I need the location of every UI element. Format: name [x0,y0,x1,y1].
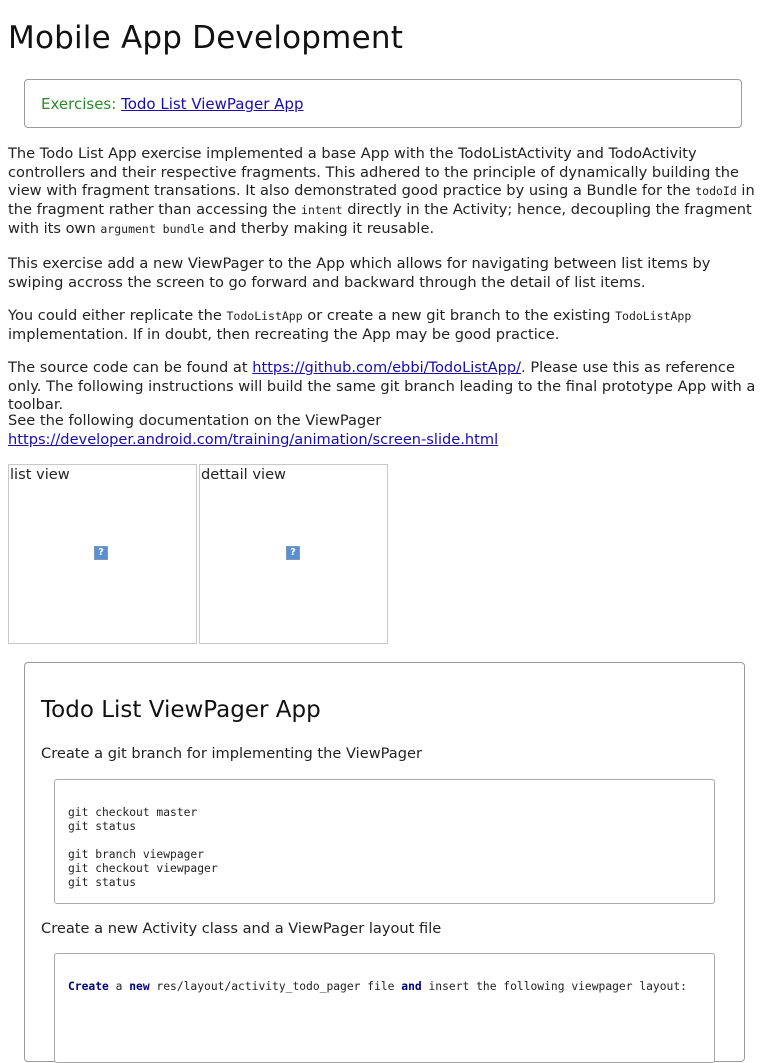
code-line: git status [68,876,137,889]
broken-image-icon: ? [286,546,300,560]
code-line: git status [68,820,137,833]
intro-p4-text: The source code can be found at [8,359,253,376]
inline-code-argument-bundle: argument bundle [100,221,205,236]
inline-code-todolistapp: TodoListApp [226,309,303,323]
list-view-image-cell [8,464,197,644]
github-source-link[interactable]: https://github.com/ebbi/TodoListApp/ [252,359,522,376]
code-keyword: new [129,980,150,993]
code-text: a [108,980,130,993]
intro-p5-text: See the following documentation on the ViewPager [8,412,382,429]
image-caption: list view [10,466,70,483]
intro-p3-text: You could either replicate the [8,307,227,324]
intro-p3-text: or create a new git branch to the existing [302,307,616,324]
broken-image-icon: ? [94,546,108,560]
intro-paragraph-1 [8,145,764,239]
code-block-git-branch [54,779,715,904]
section-paragraph-2: Create a new Activity class and a ViewPager layout file [41,920,442,937]
section-paragraph-1: Create a git branch for implementing the ViewPager [41,745,422,762]
inline-code-intent: intent [301,203,343,218]
inline-code-todolistapp: TodoListApp [615,309,692,323]
code-keyword: and [401,980,422,993]
code-line: git checkout master [68,806,198,819]
exercises-label: Exercises: [41,95,117,113]
image-caption: dettail view [201,466,286,483]
code-block-activity-todo-pager [54,953,715,1063]
intro-paragraph-2: This exercise add a new ViewPager to the App which allows for navigating between list items by swiping accross the screen to go forward and backward through the detail of list items. [8,255,711,291]
code-text: insert the following viewpager layout: [421,980,687,993]
intro-p1-text: The Todo List App exercise implemented a base App with the TodoListActivity and TodoActivity controllers and their respective fragments. This adhered to the principle of dynamically building the view with fragment transations. It also demonstrated good practice by using a Bundle for the [8,145,739,200]
viewpager-section [24,662,745,1062]
code-keyword: Create [68,980,109,993]
code-text: res/layout/activity_todo_pager file [149,980,402,993]
inline-code-todoid: todoId [695,184,737,199]
page-title: Mobile App Development [8,20,404,56]
code-line: git checkout viewpager [68,862,218,875]
code-line: git branch viewpager [68,848,205,861]
section-heading: Todo List ViewPager App [41,697,321,723]
intro-p1-text: and therby making it reusable. [204,219,435,237]
intro-p4-text: . Please use this as reference only. The following instructions will build the same git branch leading to the final prototype App with a toolbar. [8,359,756,414]
android-docs-link[interactable]: https://developer.android.com/training/animation/screen-slide.html [8,430,499,448]
exercise-link-todo-viewpager[interactable]: Todo List ViewPager App [121,95,304,113]
detail-view-image-cell [199,464,388,644]
exercises-box [24,79,742,128]
intro-paragraph-4 [8,359,764,415]
intro-paragraph-5 [8,412,764,449]
intro-paragraph-3 [8,307,764,344]
intro-p3-text: implementation. If in doubt, then recreating the App may be good practice. [8,325,560,343]
intro-p1-text: directly in the Activity; hence, decoupling the fragment with its own [8,201,752,237]
intro-p1-text: in the fragment rather than accessing the [8,182,755,219]
